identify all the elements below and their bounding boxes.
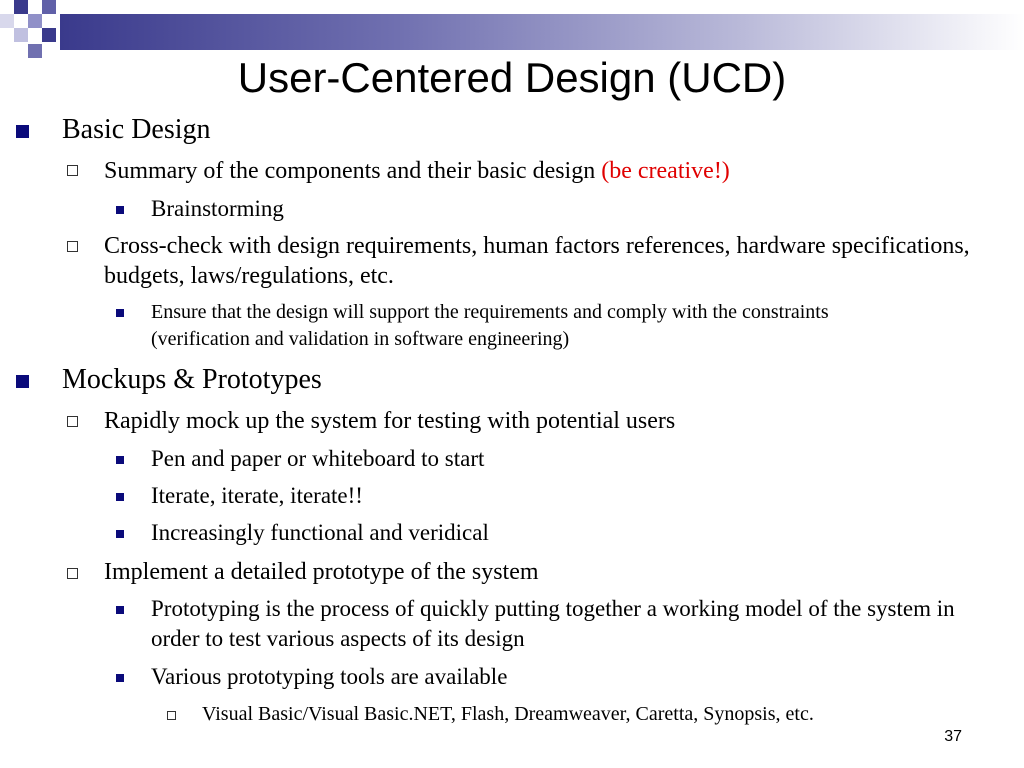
decorative-square: [42, 0, 56, 14]
page-number: 37: [944, 728, 962, 745]
bullet-text: Iterate, iterate, iterate!!: [151, 483, 363, 508]
bullet-text: Various prototyping tools are available: [151, 664, 508, 689]
bullet-text: Ensure that the design will support the requirements and comply with the constraints (verification and validation in software engineering): [151, 301, 829, 350]
bullet-text: Rapidly mock up the system for testing with potential users: [104, 408, 676, 434]
square-bullet-icon: [16, 375, 29, 388]
hollow-square-bullet-icon: [67, 241, 78, 252]
decorative-square: [28, 14, 42, 28]
square-bullet-icon: [116, 206, 124, 214]
bullet-text: Mockups & Prototypes: [62, 364, 322, 395]
decorative-square: [14, 28, 28, 42]
bullet-text: Implement a detailed prototype of the system: [104, 559, 539, 585]
bullet-text: Increasingly functional and veridical: [151, 520, 489, 545]
square-bullet-icon: [116, 674, 124, 682]
bullet-text: Cross-check with design requirements, human factors references, hardware specifications, budgets, laws/regulations, etc.: [104, 233, 970, 289]
decorative-square: [0, 14, 14, 28]
slide-title: User-Centered Design (UCD): [237, 54, 787, 101]
square-bullet-icon: [116, 530, 124, 538]
hollow-square-bullet-icon: [67, 568, 78, 579]
hollow-square-bullet-icon: [167, 711, 176, 720]
square-bullet-icon: [116, 606, 124, 614]
bullet-text: Prototyping is the process of quickly putting together a working model of the system in order to test various aspects of its design: [151, 596, 955, 651]
decorative-square: [42, 28, 56, 42]
header-decoration: [0, 0, 1024, 50]
square-bullet-icon: [116, 456, 124, 464]
square-bullet-icon: [16, 125, 29, 138]
bullet-text: Brainstorming: [151, 196, 284, 221]
bullet-text: Visual Basic/Visual Basic.NET, Flash, Dreamweaver, Caretta, Synopsis, etc.: [202, 703, 814, 725]
bullet-text: Pen and paper or whiteboard to start: [151, 446, 485, 471]
square-bullet-icon: [116, 309, 124, 317]
hollow-square-bullet-icon: [67, 416, 78, 427]
bullet-text: Basic Design: [62, 114, 211, 145]
highlight-text: (be creative!): [601, 158, 730, 184]
header-gradient-bar: [60, 14, 1024, 50]
decorative-square: [14, 0, 28, 14]
bullet-text: [104, 156, 1004, 186]
hollow-square-bullet-icon: [67, 165, 78, 176]
square-bullet-icon: [116, 493, 124, 501]
bullet-text-main: Summary of the components and their basic design: [104, 158, 596, 184]
